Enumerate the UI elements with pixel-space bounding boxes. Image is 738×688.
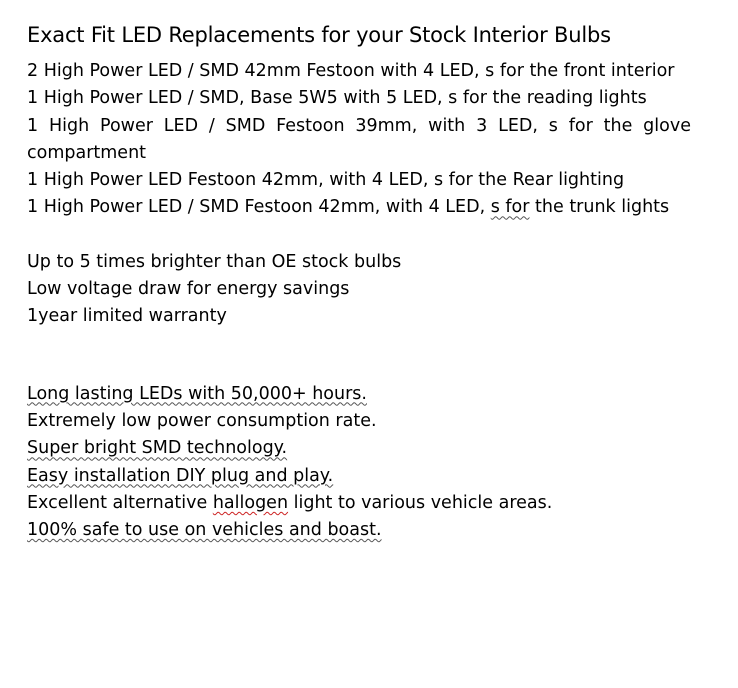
benefit-safe bbox=[27, 517, 691, 544]
grammar-mark: 100% safe to use on vehicles and boast. bbox=[27, 520, 382, 541]
bulb-item-front-interior: 2 High Power LED / SMD 42mm Festoon with 4 LED, s for the front interior bbox=[27, 61, 675, 81]
benefit-list bbox=[27, 381, 691, 545]
benefit-text-end: light to various vehicle areas. bbox=[288, 492, 553, 513]
trunk-text-start: 1 High Power LED / SMD Festoon 42mm, with 4 LED, bbox=[27, 197, 491, 218]
document-page bbox=[27, 20, 691, 544]
grammar-mark: Super bright SMD technology. bbox=[27, 438, 288, 459]
grammar-mark: Easy installation DIY plug and play. bbox=[27, 465, 334, 486]
benefit-alternative bbox=[27, 490, 691, 517]
benefit-easy-install bbox=[27, 463, 691, 490]
benefit-text: Extremely low power consumption rate. bbox=[27, 410, 377, 431]
document-title: Exact Fit LED Replacements for your Stock Interior Bulbs bbox=[27, 23, 611, 47]
bulb-item-trunk-lights bbox=[27, 194, 691, 221]
feature-list bbox=[27, 249, 691, 331]
spacer bbox=[27, 222, 691, 249]
bulb-item-glove-compartment: 1 High Power LED / SMD Festoon 39mm, with 3 LED, s for the glove compartment bbox=[27, 115, 691, 163]
grammar-mark: Long lasting LEDs with 50,000+ hours. bbox=[27, 383, 367, 404]
benefit-long-lasting bbox=[27, 381, 691, 408]
benefit-super-bright bbox=[27, 435, 691, 462]
feature-low-voltage: Low voltage draw for energy savings bbox=[27, 279, 350, 300]
spacer bbox=[27, 331, 691, 381]
feature-brightness: Up to 5 times brighter than OE stock bulbs bbox=[27, 251, 402, 272]
trunk-text-end: the trunk lights bbox=[529, 197, 670, 218]
feature-warranty: 1year limited warranty bbox=[27, 306, 227, 327]
benefit-low-power bbox=[27, 408, 691, 435]
spelling-mark: hallogen bbox=[212, 492, 289, 513]
bulb-item-rear-lighting: 1 High Power LED Festoon 42mm, with 4 LED, s for the Rear lighting bbox=[27, 170, 625, 191]
benefit-text-start: Excellent alternative bbox=[27, 492, 213, 513]
grammar-mark: s for bbox=[490, 197, 530, 218]
bulb-list bbox=[27, 58, 691, 222]
bulb-item-reading-lights: 1 High Power LED / SMD, Base 5W5 with 5 LED, s for the reading lights bbox=[27, 88, 647, 109]
